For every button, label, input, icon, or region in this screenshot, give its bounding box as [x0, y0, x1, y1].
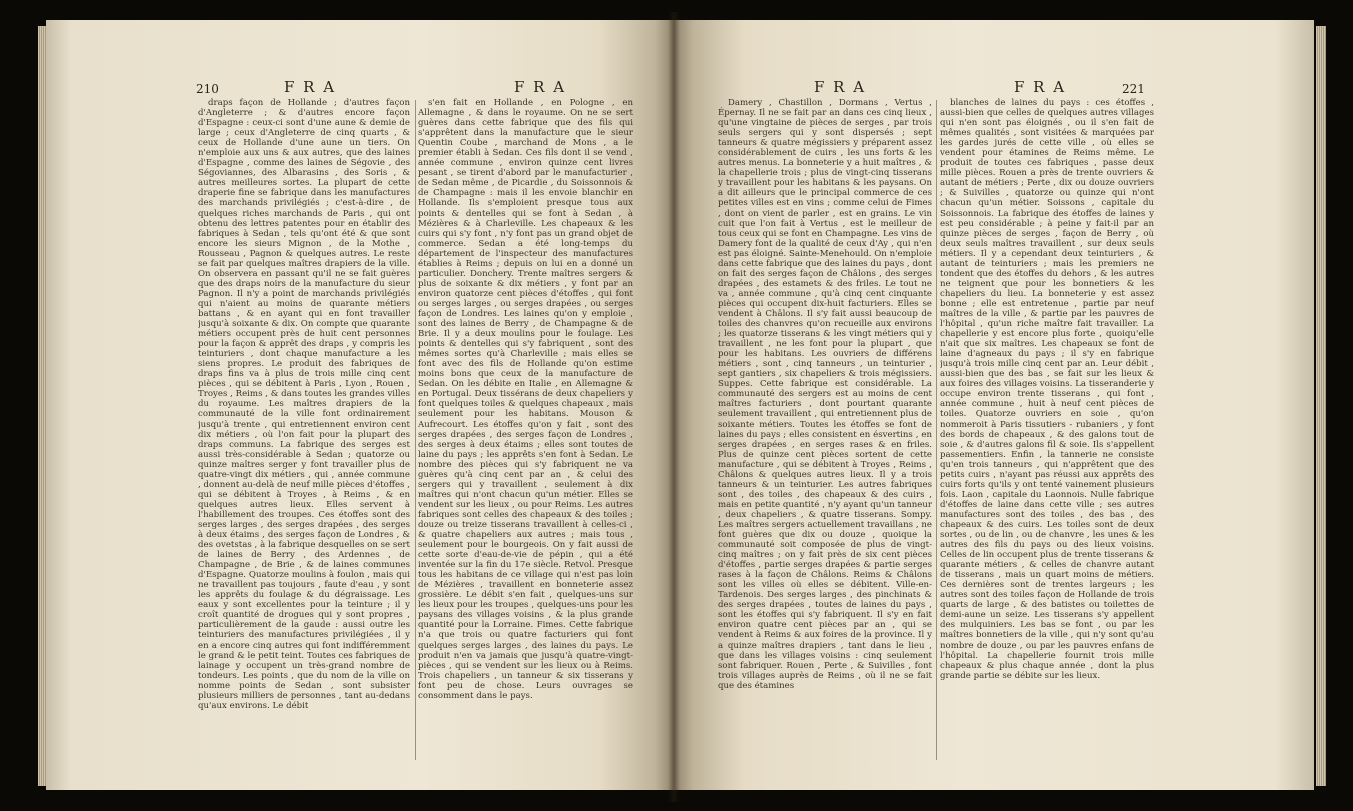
- text-block: s'en fait en Hollande , en Pologne , en Allemagne , & dans le royaume. On ne se sert guères dans cette fabrique que des fils qui s'apprêtent dans la manufacture que le sieur Quentin Coube , marchand de Mons , a le premier établi à Sedan. Ces fils dont il se vend , année commune , environ quinze cent livres pesant , se tirent d'abord par le manufacturier , de Sedan même , de Picardie , du Soissonnois & de Champagne : mais il les envoie blanchir en Hollande. Ils s'emploient presque tous aux points & dentelles qui se font à Sedan , à Mézières & à Charleville. Les chapeaux & les cuirs qui s'y font , n'y font pas un grand objet de commerce. Sedan a été long-temps du département de l'inspecteur des manufactures établies à Reims ; depuis on lui en a donné un particulier. Donchery. Trente maîtres sergers & plus de soixante & dix métiers , y font par an environ quatorze cent pièces d'étoffes , qui font ou serges larges , ou serges drapées , ou serges façon de Londres. Les laines qu'on y emploie , sont des laines de Berry , de Champagne & de Brie. Il y a deux moulins pour le foulage. Les points & dentelles qui s'y fabriquent , sont des mêmes sortes qu'à Charleville ; mais elles se font avec des fils de Hollande qu'on estime moins bons que ceux de la manufacture de Sedan. On les débite en Italie , en Allemagne & en Portugal. Deux tissérans de deux chapeliers y font quelques toiles & quelques chapeaux , mais seulement pour les habitans. Mouson & Aufrecourt. Les étoffes qu'on y fait , sont des serges drapées , des serges façon de Londres , des serges à deux étaims ; elles sont toutes de laine du pays ; les apprêts s'en font à Sedan. Le nombre des pièces qui s'y fabriquent ne va guères qu'à cinq cent par an , & celui des sergers qui y travaillent , seulement à dix maîtres qui n'ont chacun qu'un métier. Elles se vendent sur les lieux , ou pour Reims. Les autres fabriques sont celles des chapeaux & des toiles ; douze ou treize tisserans travaillent à celles-ci , & quatre chapeliers aux autres ; mais tous , seulement pour le bourgeois. On y fait aussi de cette sorte d'eau-de-vie de pépin , qui a été inventée sur la fin du 17e siècle. Retvol. Presque tous les habitans de ce village qui n'est pas loin de Mézières , travaillent en bonneterie assez grossière. Le débit s'en fait , quelques-uns sur les lieux pour les troupes , quelques-uns pour les paysans des villages voisins , & la plus grande quantité pour la Lorraine. Fimes. Cette fabrique n'a que trois ou quatre facturiers qui font quelques serges larges , des laines du pays. Le produit n'en va jamais que jusqu'à quatre-vingt-pièces , qui se vendent sur les lieux ou à Reims. Trois chapeliers , un tanneur & six tisserans y font peu de chose. Leurs ouvrages se consomment dans le pays.: [418, 98, 633, 701]
- running-head-left-col2: F R A: [514, 78, 567, 96]
- left-page-column-2: [418, 98, 633, 788]
- book-gutter: [668, 12, 680, 802]
- text-block: Damery , Chastillon , Dormans , Vertus , Épernay. Il ne se fait par an dans ces cinq lieux , qu'une vingtaine de pièces de serges , par trois seuls sergers qui y sont dispersés ; sept tanneurs & quatre mégissiers y préparent assez considérablement de cuirs , les uns forts & les autres menus. La bonneterie y a huit maîtres , & la chapellerie trois ; plus de vingt-cinq tisserans y travaillent pour les habitans & les paysans. On a dit ailleurs que le principal commerce de ces petites villes est en vins ; comme celui de Fimes , dont on vient de parler , est en grains. Le vin cuit que l'on fait à Vertus , est le meilleur de tous ceux qui se font en Champagne. Les vins de Damery font de la qualité de ceux d'Ay , qui n'en est pas éloigné. Sainte-Menehould. On n'emploie dans cette fabrique que des laines du pays , dont on fait des serges façon de Châlons , des serges drapées , des estamets & des friles. Le tout ne va , année commune , qu'à cinq cent cinquante pièces qui occupent dix-huit facturiers. Elles se vendent à Châlons. Il s'y fait aussi beaucoup de toiles des chanvres qu'on recueille aux environs ; les quatorze tisserans & les vingt métiers qui y travaillent , ne les font pour la plupart , que pour les habitans. Les ouvriers de différens métiers , sont , cinq tanneurs , un teinturier , sept gantiers , six chapeliers & trois mégissiers. Suppes. Cette fabrique est considérable. La communauté des sergers est au moins de cent maîtres facturiers , dont pourtant quarante seulement travaillent , qui entretiennent plus de soixante métiers. Toutes les étoffes se font de laines du pays ; elles consistent en ésvertins , en serges drapées , en serges rases & en friles. Plus de quinze cent pièces sortent de cette manufacture , qui se débitent à Troyes , Reims , Châlons & quelques autres lieux. Il y a trois tanneurs & un teinturier. Les autres fabriques sont , des toiles , des chapeaux & des cuirs , mais en petite quantité , n'y ayant qu'un tanneur , deux chapeliers , & quatre tisserans. Sompy. Les maîtres sergers actuellement travaillans , ne font guères que dix ou douze , quoique la communauté soit composée de plus de vingt-cinq maîtres ; on y fait près de six cent pièces d'étoffes , partie serges drapées & partie serges rases à la façon de Châlons. Reims & Châlons sont les villes où elles se débitent. Ville-en-Tardenois. Des serges larges , des pinchinats & des serges drapées , toutes de laines du pays , sont les étoffes qui s'y fabriquent. Il s'y en fait environ quatre cent pièces par an , qui se vendent à Reims & aux foires de la province. Il y a quinze maîtres drapiers , tant dans le lieu , que dans les villages voisins : cinq seulement sont fabriquer. Rouen , Perte , & Suivilles , font trois villages auprès de Reims , où il ne se fait que des étamines: [718, 98, 932, 691]
- left-page: [46, 20, 674, 790]
- right-page-column-2: [940, 98, 1154, 788]
- running-head-left-col1: F R A: [284, 78, 337, 96]
- column-rule: [415, 100, 416, 760]
- column-rule: [936, 100, 937, 760]
- right-page: [674, 20, 1314, 790]
- right-page-column-1: [718, 98, 932, 788]
- text-block: blanches de laines du pays : ces étoffes , aussi-bien que celles de quelques autres villages qui n'en sont pas éloignés , ou il s'en fait de mêmes qualités , sont visitées & marquées par les gardes jurés de cette ville , où elles se vendent pour étamines de Reims même. Le produit de toutes ces fabriques , passe deux mille pièces. Rouen a près de trente ouvriers & autant de métiers ; Perte , dix ou douze ouvriers ; & Suivilles , quatorze ou quinze qui n'ont chacun qu'un métier. Soissons , capitale du Soissonnois. La fabrique des étoffes de laines y est peu considérable ; à peine y fait-il par an quinze pièces de serges , façon de Berry , où deux seuls maîtres travaillent , sur deux seuls métiers. Il y a cependant deux teinturiers , & autant de teinturiers ; mais les premiers ne tondent que des étoffes du dehors , & les autres ne teignent que pour les bonnetiers & les chapeliers du lieu. La bonneterie y est assez bonne ; elle est entretenue , partie par neuf maîtres de la ville , & partie par les pauvres de l'hôpital , qu'un riche maître fait travailler. La chapellerie y est encore plus forte , quoiqu'elle n'ait que six maîtres. Les chapeaux se font de laine d'agneaux du pays ; il s'y en fabrique jusqu'à trois mille cinq cent par an. Leur débit , aussi-bien que des bas , se fait sur les lieux & aux foires des villages voisins. La tisseranderie y occupe environ trente tisserans , qui font , année commune , huit à neuf cent pièces de toiles. Quatorze ouvriers en soie , qu'on nommeroit à Paris tissutiers - rubaniers , y font des bords de chapeaux , & des galons tout de soie , & d'autres galons fil & soie. Ils s'appellent passementiers. Enfin , la tannerie ne consiste qu'en trois tanneurs , qui n'apprêtent que des petits cuirs , n'ayant pas réussi aux apprêts des cuirs forts qu'ils y ont tenté vainement plusieurs fois. Laon , capitale du Laonnois. Nulle fabrique d'étoffes de laine dans cette ville ; ses autres manufactures sont des toiles , des bas , des chapeaux & des cuirs. Les toiles sont de deux sortes , ou de lin , ou de chanvre , les unes & les autres des fils du pays ou des lieux voisins. Celles de lin occupent plus de trente tisserans & quarante métiers , & celles de chanvre autant de tisserans , mais un quart moins de métiers. Ces dernières sont de trentes largeurs ; les autres sont des toiles façon de Hollande de trois quarts de large , & des batistes ou toilettes de demi-aune un seize. Les tisserans s'y appellent des mulquiniers. Les bas se font , ou par les maîtres bonnetiers de la ville , qui n'y sont qu'au nombre de douze , ou par les pauvres enfans de l'hôpital. La chapellerie fournit trois mille chapeaux & plus chaque année , dont la plus grande partie se débite sur les lieux.: [940, 98, 1154, 681]
- open-book: [46, 12, 1316, 802]
- running-head-right-col1: F R A: [814, 78, 867, 96]
- page-number-left: 210: [196, 82, 219, 96]
- running-head-right-col2: F R A: [1014, 78, 1067, 96]
- text-block: draps façon de Hollande ; d'autres façon d'Angleterre ; & d'autres encore façon d'Espagne : ceux-ci sont d'une aune & demie de large ; ceux d'Angleterre de cinq quarts , & ceux de Hollande d'une aune un tiers. On n'emploie aux uns & aux autres, que des laines d'Espagne , comme des laines de Ségovie , des Ségoviannes, des Albarasins , des Soris , & autres meilleures sortes. La plupart de cette draperie fine se fabrique dans les manufactures des marchands privilégiés ; c'est-à-dire , de quelques riches marchands de Paris , qui ont obtenu des lettres patentes pour en établir des fabriques à Sedan , tels qu'ont été & que sont encore les sieurs Mignon , de la Mothe , Rousseau , Pagnon & quelques autres. Le reste se fait par quelques maîtres drapiers de la ville. On observera en passant qu'il ne se fait guères que des draps noirs de la manufacture du sieur Pagnon. Il n'y a point de marchands privilégiés qui n'aient au moins de quarante métiers battans , & en ayant qui en font travailler jusqu'à soixante & dix. On compte que quarante métiers occupent près de huit cent personnes pour la façon & apprêt des draps , y compris les teinturiers , dont chaque manufacture a les siens propres. Le produit des fabriques de draps fins va à plus de trois mille cinq cent pièces , qui se débitent à Paris , Lyon , Rouen , Troyes , Reims , & dans toutes les grandes villes du royaume. Les maîtres drapiers de la communauté de la ville font ordinairement jusqu'à trente , qui entretiennent environ cent dix métiers , où l'on fait pour la plupart des draps communs. La fabrique des serges est aussi très-considérable à Sedan ; quatorze ou quinze maîtres serger y font travailler plus de quatre-vingt dix métiers , qui , année commune , donnent au-delà de neuf mille pièces d'étoffes , qui se débitent à Troyes , à Reims , & en quelques autres lieux. Elles servent à l'habillement des troupes. Ces étoffes sont des serges larges , des serges drapées , des serges à deux étaims , des serges façon de Londres , & des ovetstas , à la fabrique desquelles on se sert de laines de Berry , des Ardennes , de Champagne , de Brie , & de laines communes d'Espagne. Quatorze moulins à foulon , mais qui ne travaillent pas toujours , faute d'eau , y sont les apprêts du foulage & du dégraissage. Les eaux y sont excellentes pour la teinture ; il y croît quantité de drogues qui y sont propres , particulièrement de la gaude : aussi outre les teinturiers des manufactures privilégiées , il y en a encore cinq autres qui font indifféremment le grand & le petit teint. Toutes ces fabriques de lainage y occupent un très-grand nombre de tondeurs. Les points , que du nom de la ville on nomme points de Sedan , sont subsister plusieurs milliers de personnes , tant au-dedans qu'aux environs. Le débit: [198, 98, 410, 711]
- left-page-column-1: [198, 98, 410, 788]
- page-edges-right: [1316, 26, 1326, 786]
- page-number-right: 221: [1122, 82, 1145, 96]
